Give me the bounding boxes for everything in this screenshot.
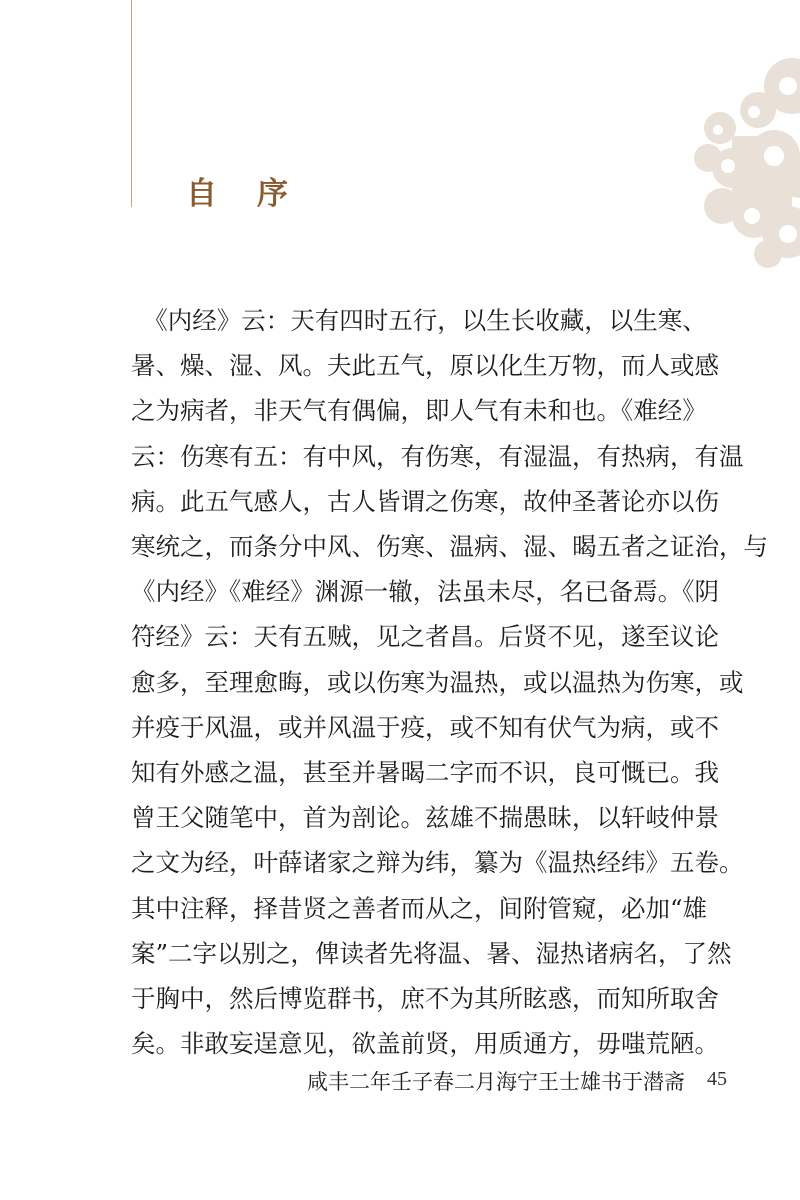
- signature-line: 咸丰二年壬子春二月海宁王士雄书于潜斋: [307, 1070, 685, 1094]
- body-line: 于胸中，然后博览群书，庶不为其所眩惑，而知所取舍: [131, 984, 719, 1014]
- body-line: 《内经》《难经》渊源一辙，法虽未尽，名已备焉。《阴: [131, 577, 719, 607]
- body-line: 曾王父随笔中，首为剖论。兹雄不揣愚昧，以轩岐仲景: [131, 803, 719, 833]
- page-title: [186, 168, 288, 213]
- page-number: 45: [707, 1068, 727, 1090]
- body-line: 符经》云：天有五贼，见之者昌。后贤不见，遂至议论: [131, 622, 719, 652]
- body-line: 之为病者，非天气有偶偏，即人气有未和也。《难经》: [131, 396, 707, 426]
- body-line: 暑、燥、湿、风。夫此五气，原以化生万物，而人或感: [131, 351, 719, 381]
- vertical-rule: [131, 0, 132, 207]
- body-line: 之文为经，叶薛诸家之辩为纬，纂为《温热经纬》五卷。: [131, 848, 744, 878]
- cloud-scroll-ornament-icon: [692, 56, 800, 268]
- title-char-1: 自: [186, 176, 217, 212]
- title-char-2: 序: [257, 176, 288, 212]
- body-line: 愈多，至理愈晦，或以伤寒为温热，或以温热为伤寒，或: [131, 667, 744, 697]
- body-line: 云：伤寒有五：有中风，有伤寒，有湿温，有热病，有温: [131, 441, 744, 471]
- body-line: 矣。非敢妄逞意见，欲盖前贤，用质通方，毋嗤荒陋。: [131, 1029, 719, 1059]
- body-line: 寒统之，而条分中风、伤寒、温病、湿、暍五者之证治，与: [131, 532, 768, 562]
- body-line: 并疫于风温，或并风温于疫，或不知有伏气为病，或不: [131, 712, 719, 742]
- body-line: 案”二字以别之，俾读者先将温、暑、湿热诸病名，了然: [131, 938, 732, 968]
- body-line: 病。此五气感人，古人皆谓之伤寒，故仲圣著论亦以伤: [131, 486, 719, 516]
- body-line: 《内经》云：天有四时五行，以生长收藏，以生寒、: [131, 306, 707, 335]
- body-line: 其中注释，择昔贤之善者而从之，间附管窥，必加“雄: [131, 893, 708, 923]
- preface-body: [131, 298, 768, 1066]
- body-line: 知有外感之温，甚至并暑暍二字而不识，良可慨已。我: [131, 758, 719, 788]
